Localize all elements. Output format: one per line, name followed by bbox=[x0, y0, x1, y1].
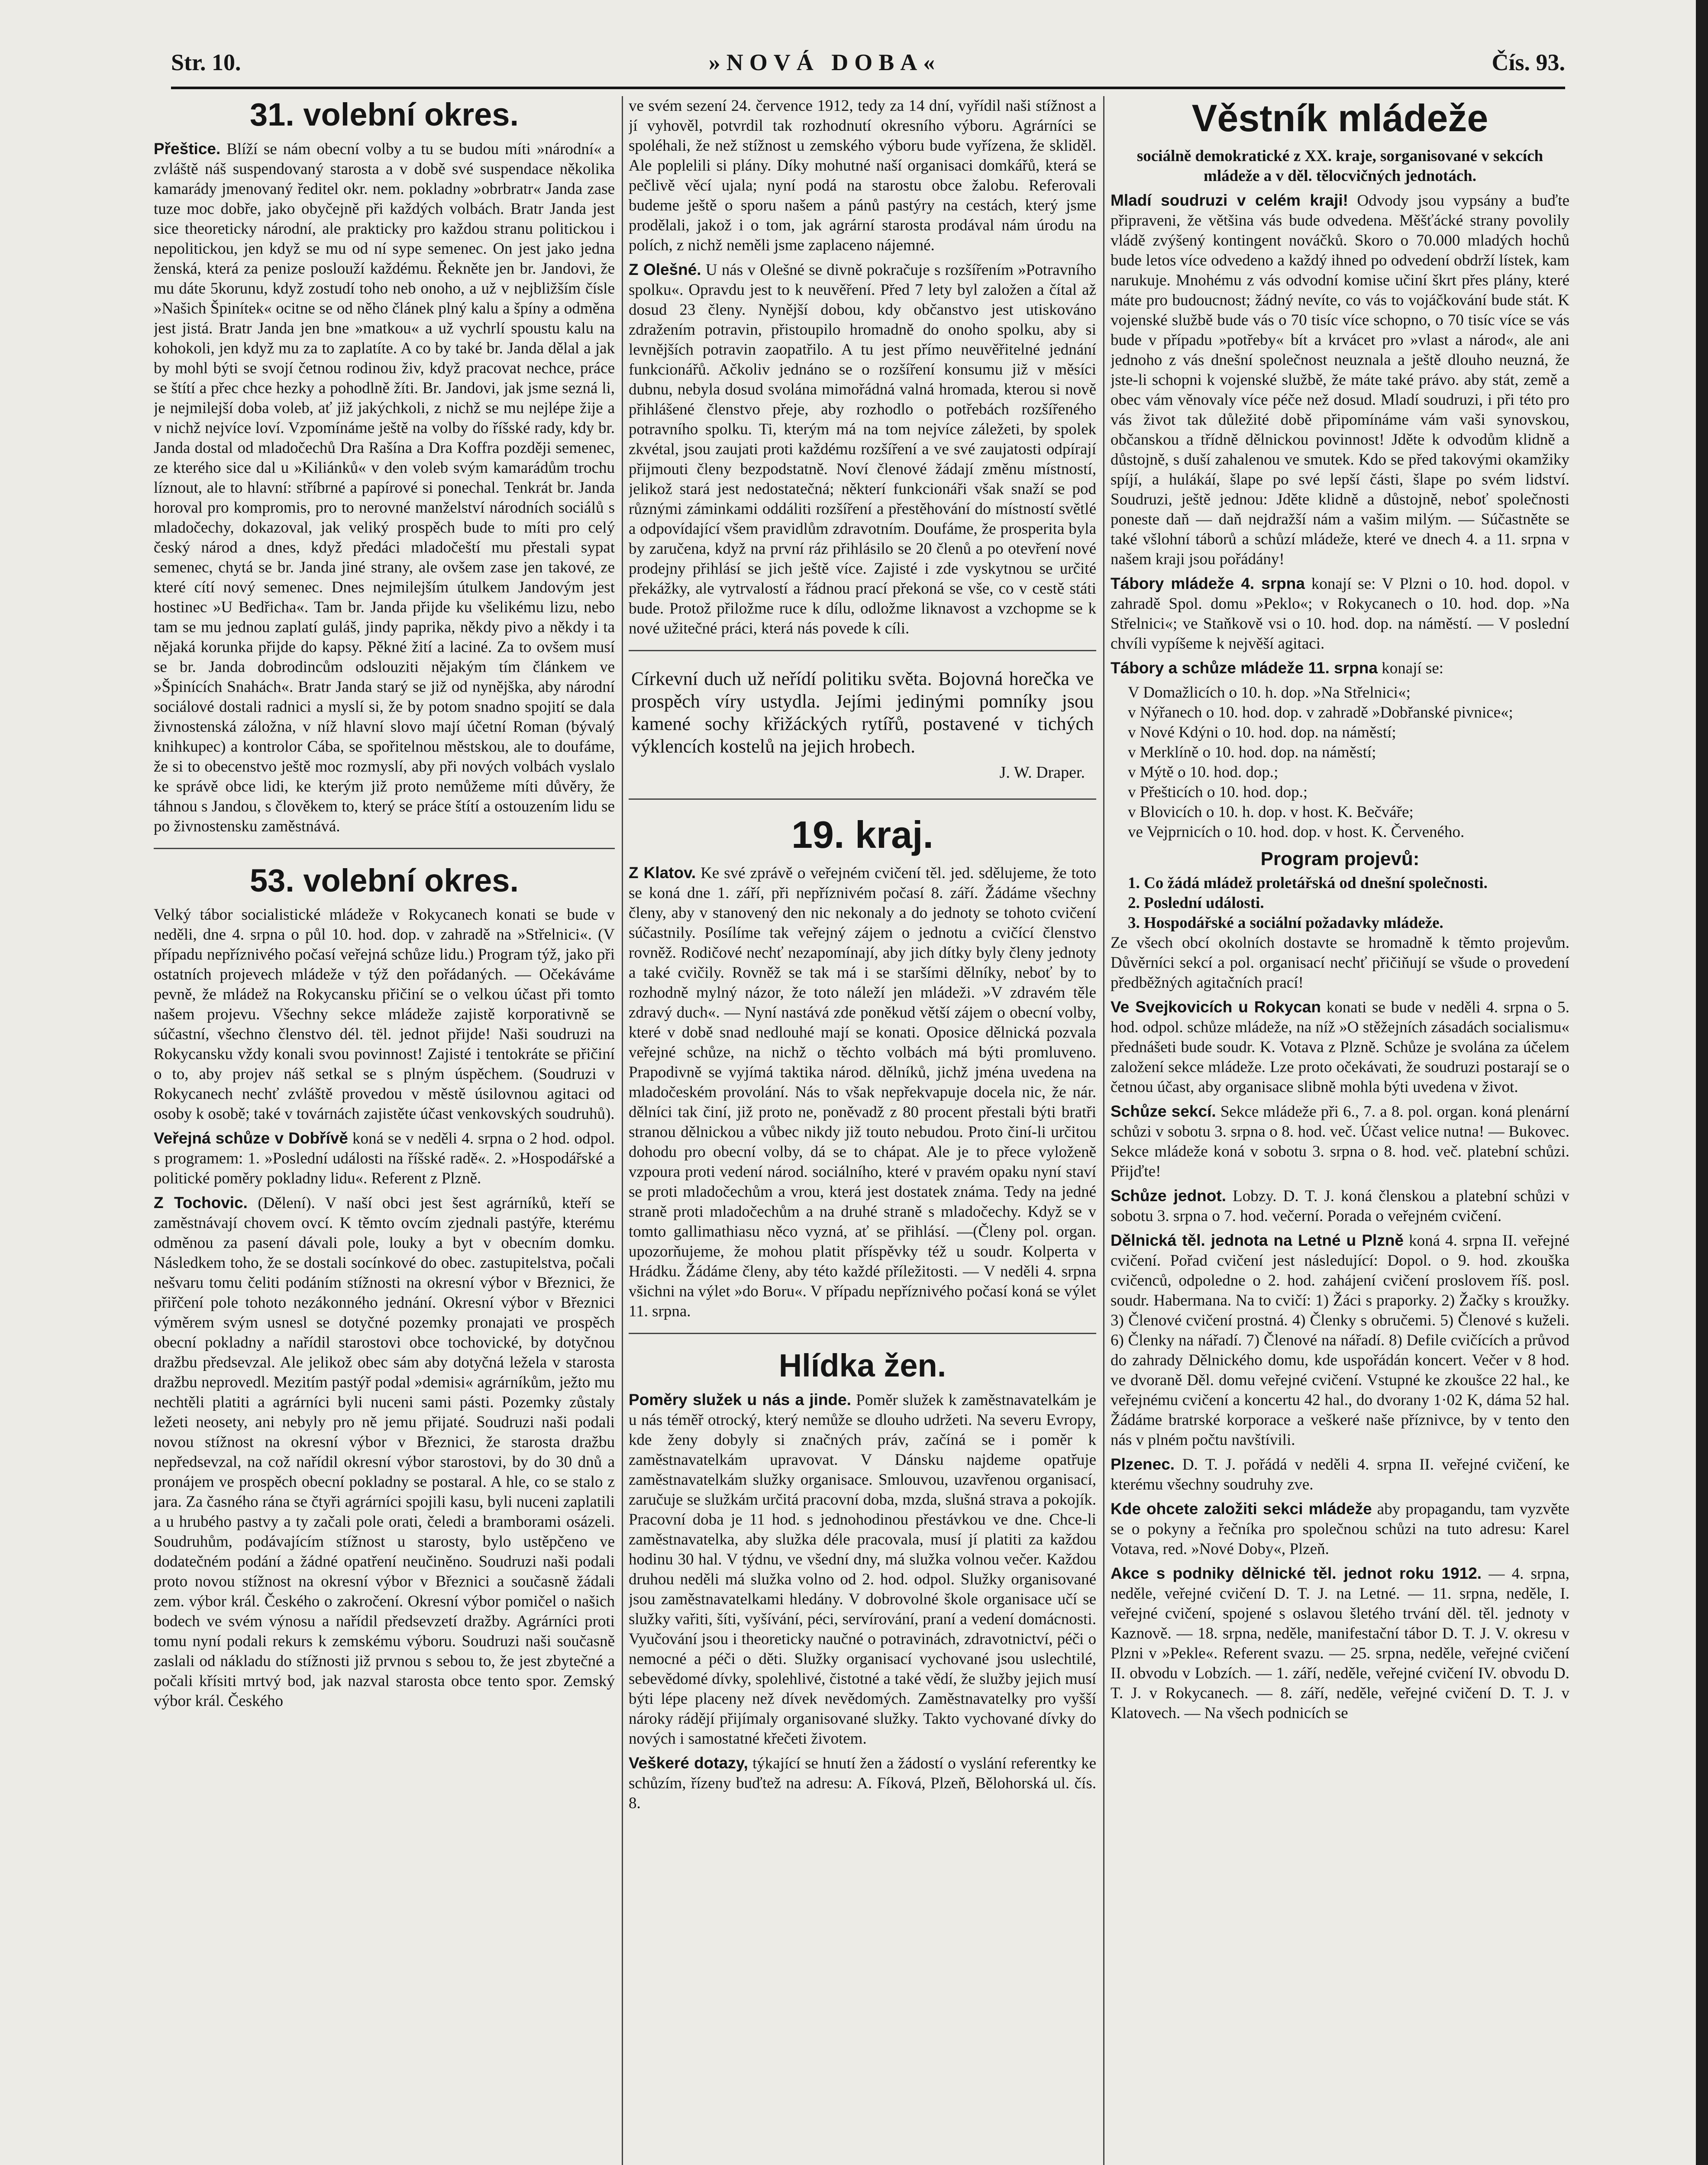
article-text: Sekce mládeže při 6., 7. a 8. pol. organ. koná plenární schůzi v sobotu 3. srpna o 8. hod. več. Účast velice nutna! — Bukovec. Sekce mládeže koná v sobotu 3. srpna o 8. hod. več. platební schůzi. Přijďte! bbox=[1111, 1103, 1569, 1180]
article-paragraph bbox=[1111, 1231, 1569, 1450]
article-paragraph bbox=[1111, 1499, 1569, 1559]
list-item: v Nýřanech o 10. hod. dop. v zahradě »Dobřanské pivnice«; bbox=[1128, 704, 1513, 721]
article-paragraph bbox=[154, 1193, 615, 1711]
article-text: konají se: V Plzni o 10. hod. dopol. v zahradě Spol. domu »Peklo«; v Rokycanech o 10. hod. dop. »Na Střelnici«; ve Staňkově vsi o 10. hod. dop. na náměstí. — V poslední chvíli vypíšeme k nejvěší agitaci. bbox=[1111, 575, 1569, 653]
article-paragraph bbox=[154, 139, 615, 837]
article-lead: Mladí soudruzi v celém kraji! bbox=[1111, 191, 1348, 209]
program-item: 3. Hospodářské a sociální požadavky mládeže. bbox=[1128, 914, 1443, 932]
column-divider bbox=[1103, 96, 1104, 2165]
page-number: Str. 10. bbox=[171, 49, 241, 75]
article-text: Blíží se nám obecní volby a tu se budou míti »národní« a zvláště náš suspendovaný starosta a v době své suspendace několika kamarády jmenovaný ředitel okr. nem. pokladny »obrbratr« Janda zase tuze moc dobře, jako obyčejně při každých volbách. Bratr Janda jest sice theoreticky národní, ale prakticky pro každou stranu politickou i nepolitickou, jen když se mu od ní sype semenec. On jest jako jedna ženská, která za penize poslouží každému. Řekněte jen br. Jandovi, že mu dáte 5korunu, když zostudí toho neb onoho, a už v nejbližším čísle »Našich Špinítek« ocitne se od něho článek plný kalu a špíny a odměna jest jistá. Bratr Janda jen bne »matkou« a už vychrlí spoustu kalu na kohokoli, jen když mu za to zaplatíte. A co by také br. Janda dělal a jak by mohl býti se svojí četnou rodinou živ, když pracovat nechce, práce se štítí a přec chce hezky a pohodlně žíti. Br. Jandovi, jak jsme sezná li, je nejmilejší doba voleb, ať již jakýchkoli, z nichž se mu nejlépe žije a v nichž nejvíce loví. Vzpomínáme ještě na volby do říšské rady, kdy br. Janda dostal od mladočechů Dra Rašína a Dra Koffra později semenec, ze kterého sice dal u »Kiliánků« v den voleb svým kamarádům trochu líznout, ale to hlavní: stříbrné a papírové si ponechal. Tenkrát br. Janda horoval pro kompromis, pro to nerovné manželství národních sociálů s mladočechy, dokazoval, jak veliký prospěch bude to míti pro celý český národ a dnes, když předáci mladočeští mu přestali sypat semenec, chytá se br. Janda jiné strany, ale ovšem zase jen takové, ze které cítí nový semenec. Dnes nejmilejším útulkem Jandovým jest hostinec »U Bedřicha«. Tam br. Janda přijde ku všelikému lizu, nebo tam se mu jednou zaplatí guláš, jindy paprika, někdy pivo a někdy i ta nějaká korunka přijde do kapsy. Pěkné žití a laciné. Za to ovšem musí se br. Janda dobrodincům odslouziti nějakým tím článkem ve »Špinících Snahách«. Bratr Janda starý se již od nynějška, aby národní sociálové dostali radnici a myslí si, že by potom snadno spojití se dala živnostenská záložna, v níž hlavní slovo mají účetní Roman (bývalý knihkupec) a kontrolor Cába, se spořitelnou městskou, ale to doufáme, že si to obecenstvo ještě moc rozmyslí, aby při nových volbách vyslalo ke správě obce lidi, ke kterým již proto nemůžeme míti důvěry, že táhnou s Jandou, s člověkem to, který se práce štítí a ostouzením lidu se po živnostensku zaměstnává. bbox=[154, 140, 615, 835]
article-paragraph: Ze všech obcí okolních dostavte se hromadně k těmto projevům. Důvěrníci sekcí a pol. organisací nechť přičiňují se všude o provedení předběžných agitačních prací! bbox=[1111, 934, 1569, 992]
article-paragraph bbox=[629, 1390, 1096, 1749]
section-title: 53. volební okres. bbox=[249, 863, 519, 898]
article-text: Lobzy. D. T. J. koná členskou a platební schůzi v sobotu 3. srpna o 7. hod. večerní. Porada o veřejném cvičení. bbox=[1111, 1187, 1569, 1225]
article-paragraph bbox=[1111, 191, 1569, 569]
article-text: konají se: bbox=[1382, 659, 1444, 677]
article-text: Odvody jsou vypsány a buďte připraveni, že většina vás bude odvedena. Měšťácké strany povolily vládě zvýšený kontingent nováčků. Skoro o 70.000 mladých hochů bude letos více odvedeno a každý ihned po odvedení obdrží lístek, kam narukuje. Mnohému z vás odvodní komise učiní škrt přes plány, které máte pro budoucnost; žádný nevíte, co vás to vojáčkování bude stát. K vojenské službě bude vás o 70 tisíc více schopno, o 70 tisíc více se vás bude v případu »potřeby« bít a krvácet pro »vlast a národ«, ale ani jednoho z vás dnešní společnost neuznala a ještě dlouho neuzná, že jste-li schopni k vojenské službě, že máte také právo. aby stát, země a obec vám věnovaly více péče než dosud. Mladí soudruzi, i při této pro vás život tak důležité době připomínáme vám vaši synovskou, občanskou a třídně dělnickou povinnost! Jděte k odvodům klidně a důstojně, s duší zahalenou ve smutek. Kdo se před takovými okamžiky spíjí, a hulákáí, šlape po své lepší části, šlape po svém lidství. Soudruzi, ještě jednou: Jděte klidně a důstojně, neboť společnosti poneste daň — daň nejdražší nám a vašim milým. — Súčastněte se také všlohní táborů a schůzí mládeže, které ve dnech 4. a 11. srpna v našem kraji jsou pořádány! bbox=[1111, 192, 1569, 568]
article-lead: Kde ohcete založiti sekci mládeže bbox=[1111, 1500, 1372, 1518]
article-paragraph bbox=[1111, 1186, 1569, 1226]
article-lead: Plzenec. bbox=[1111, 1455, 1175, 1473]
newspaper-title: »NOVÁ DOBA« bbox=[708, 49, 941, 75]
column-2 bbox=[629, 96, 1096, 2165]
section-rule bbox=[629, 650, 1096, 651]
section-rule bbox=[629, 798, 1096, 800]
program-title: Program projevů: bbox=[1260, 848, 1420, 869]
program-item: 1. Co žádá mládež proletářská od dnešní společnosti. bbox=[1128, 874, 1488, 892]
section-subtitle: sociálně demokratické z XX. kraje, sorganisované v sekcích mládeže a v děl. tělocvičných jednotách. bbox=[1137, 147, 1543, 185]
article-lead: Poměry služek u nás a jinde. bbox=[629, 1391, 851, 1409]
column-3 bbox=[1111, 96, 1569, 2165]
article-text: — 4. srpna, neděle, veřejné cvičení D. T. J. na Letné. — 11. srpna, neděle, I. veřejné cvičení, spojené s oslavou šletého trvání děl. těl. jednoty v Kaznově. — 18. srpna, neděle, manifestační tábor D. T. J. V. okresu v Plzni v »Pekle«. Referent svazu. — 25. srpna, neděle, veřejné cvičení II. obvodu v Lobzích. — 1. září, neděle, veřejné cvičení IV. obvodu D. T. J. v Rokycanech. — 8. září, neděle, veřejné cvičení D. T. J. v Klatovech. — Na všech podnicích se bbox=[1111, 1565, 1569, 1722]
article-lead: Schůze jednot. bbox=[1111, 1187, 1226, 1205]
article-text: (Dělení). V naší obci jest šest agrárníků, kteří se zaměstnávají chovem ovcí. K těmto ovcím zjednali pastýře, kterému odměnou za pasení dávali pole, louky a byt v obecním domku. Následkem toho, že se dostali socínkové do obec. zastupitelstva, počali nešvaru tomu čeliti podáním stížnosti na okresní výbor v Březnici, že přiřčení pole tohoto nezákonného jednání. Okresní výbor v Březnici výměrem svým usnesl se dotyčné pozemky pronajati ve prospěch obecní pokladny a nařídil starostovi obce tochovické, by dotyčnou dražbu předsevzal. Ale jelikož obec sám aby dotyčná ležela v starosta dražbu neprovedl. Mezitím pastýř podal »demisi« agrárníkům, ježto mu nechtěli platiti a agrárníci byli nuceni sami pásti. Pozemky zůstaly ležeti neosety, ani nebyly pro ně jemu přijaté. Soudruzi naši podali novou stížnost na okresní výbor v Březnici, že starosta dražbu nepředsevzal, na což nařídil okresní výbor starostovi, by do 30 dnů a pronájem ve prospěch obecní pokladny se postaral. A hle, co se stalo z jara. Za časného rána se čtyři agrárníci spojili kasu, byli nuceni zaplatili a u hrubého pastvy a ty začali pole orati, čeledi a bramborami osázeli. Soudruhům, podávajícím stížnost u starosty, bylo ustěpčeno ve dodatečném podání a žádné opatření neučiněno. Soudruzi naši podali proto novou stížnost na okresní výbor v Březnici a současně žádali zem. výbor král. Českého o zakročení. Okresní výbor pomičel o našich bodech ve svém výnosu a nařídil předsevzetí dražby. Agrárníci proti tomu nyní podali rekurs k zemskému výboru. Soudruzi naši současně zaslali od nákladu do stížnosti již prvnou s sebou to, že jest zbytečné a počali křísiti mrtvý bod, jak nazval starosta obce tento spor. Zemský výbor král. Českého bbox=[154, 1194, 615, 1710]
article-lead: Přeštice. bbox=[154, 140, 221, 158]
article-text: Ke své zprávě o veřejném cvičení těl. jed. sdělujeme, že toto se koná dne 1. září, při nepříznivém počasí 8. září. Žádáme všechny členy, aby v stanovený den nic nekonaly a do jednoty se tohoto cvičení súčastnily. Posílíme tak veřejný zájem o jednotu a cvičící členstvo rovněž. Rodičové nechť nezapomínají, aby jich dítky byly členy jednoty a také cvičily. Rovněž se tak má i se staršími dělníky, neboť by to rozhodně mylný názor, že toto náleží jen mládeži. »V zdravém těle zdravý duch«. — Nyní nastává zde poněkud větší zájem o obecní volby, které v době snad nedlouhé mají se konati. Oposice dělnická pozvala veřejné schůze, na nichž o těchto volbách má býti promluveno. Prapodivně se vyjímá taktika národ. dělníků, jichž jména uvedena na mladočeském provolání. Nás to však nepřekvapuje docela nic, že nár. dělníci tak činí, již proto ne, poněvadž z 80 procent přestali býti bratři stranou dělnickou a vůbec nikdy již touto nebudou. Proto činí-li určitou dohodu pro obecní volby, dá se to chápat. Ale je to přece vyloženě vzpoura proti vedení národ. sociálního, které v pravém opaku nyní staví se proti mladočechům a vrou, která jest dostatek známa. Tedy na jedné straně proti mladočechům a na druhé straně s mladočechy. Když se v tomto gallimathiasu něco vyzná, ať se přihlásí. —(Členy pol. organ. upozorňujeme, že mohou platit příspěvky též u soudr. Kolperta v Hrádku. Žádáme členy, aby této každé příležitosti. — V neděli 4. srpna všichni na výlet »do Boru«. V případu nepříznivého počasí koná se výlet 11. srpna. bbox=[629, 864, 1096, 1320]
article-text: Poměr služek k zaměstnavatelkám je u nás téměř otrocký, který nemůže se dlouho udržeti. Na severu Evropy, kde ženy dobyly si značných práv, začíná se i poměr k zaměstnavatelkám upravovat. V Dánsku najdeme opatřuje zaměstnavatelkám služky organisace. Smlouvou, uzavřenou organisací, zaručuje se služkám určitá pracovní doba, mzda, slušná strava a pokojík. Pracovní doba je 11 hod. s jednohodinou přestávkou ve dne. Chce-li zaměstnavatelka, aby služka déle pracovala, musí jí platiti za každou hodinu 30 hal. V týdnu, ve všední dny, má služka volnou večer. Každou druhou neděli má služka volno od 2. hod. odpol. Služky organisované jsou zaměstnavatelkami hledány. V dobrovolné škole organisace učí se služky vařiti, šíti, vyšívání, péci, servírování, praní a vedení domácnosti. Vyučování jsou i theoreticky naučné o potravinách, zdravotnictví, péči o nemocné a péči o děti. Služky organisací vychované jsou uslechtilé, sebevědomé dívky, spolehlivé, čistotné a také vědí, že služby jejich musí býti lépe placeny než dívek nevědomých. Zaměstnavatelky pro vyšší nároky rádějí přijímaly organisované služky. Takto vychované dívky do nových i samostatné křečeti životem. bbox=[629, 1391, 1096, 1748]
article-lead: Z Olešné. bbox=[629, 261, 701, 278]
list-item: v Merklíně o 10. hod. dop. na náměstí; bbox=[1128, 743, 1376, 761]
article-paragraph bbox=[154, 1128, 615, 1189]
column-1 bbox=[154, 96, 615, 2165]
section-rule bbox=[154, 848, 615, 849]
article-lead: Veřejná schůze v Dobřívě bbox=[154, 1129, 348, 1147]
article-lead: Ve Svejkovicích u Rokycan bbox=[1111, 998, 1321, 1016]
section-title: Věstník mládeže bbox=[1191, 97, 1488, 139]
column-divider bbox=[622, 96, 623, 2165]
list-item: v Nové Kdýni o 10. hod. dop. na náměstí; bbox=[1128, 724, 1396, 741]
article-paragraph bbox=[1111, 1102, 1569, 1182]
article-lead: Dělnická těl. jednota na Letné u Plzně bbox=[1111, 1231, 1404, 1249]
article-paragraph bbox=[629, 1753, 1096, 1813]
list-item: V Domažlicích o 10. h. dop. »Na Střelnici«; bbox=[1128, 684, 1411, 701]
list-item: v Přešticích o 10. hod. dop.; bbox=[1128, 783, 1308, 801]
program-item: 2. Poslední události. bbox=[1128, 894, 1264, 912]
article-paragraph: Velký tábor socialistické mládeže v Rokycanech konati se bude v neděli, dne 4. srpna o půl 10. hod. dop. v zahradě na »Střelnici«. (V případu nepříznivého počasí veřejná schůze lidu.) Program týž, jako při ostatních projevech mládeže v týž den pořádaných. — Očekáváme pevně, že mládež na Rokycansku přičiní se o velkou účast při tomto našem projevu. Všechny sekce mládeže zajistě korporativně se súčastní, všechno členstvo dél. tël. jednot přijde! Naši soudruzi na Rokycansku vždy konali svou povinnost! Zajisté i tentokráte se přičiní o to, aby projev náš setkal se s plným úspěchem. (Soudruzi v Rokycanech nechť zvláště provedou v městě úsilovnou agitaci od osoby k osobě; také v továrnách zajistěte účast venkovských soudruhů). bbox=[154, 906, 615, 1123]
quote-text: Církevní duch už neřídí politiku světa. Bojovná horečka ve prospěch víry ustydla. Jejími jedinými pomníky jsou kamené sochy křižáckých rytířů, postavené v tichých výklencích kostelů na jejich hrobech. bbox=[631, 668, 1094, 757]
article-lead: Tábory mládeže 4. srpna bbox=[1111, 575, 1305, 592]
article-paragraph: ve svém sezení 24. července 1912, tedy za 14 dní, vyřídil naši stížnost a jí vyhověl, potvrdil tak rozhodnutí okresního výboru. Agrárníci se spoléhali, že než stížnost u zemského výboru bude vyřízena, že skliděl. Ale poplelili si plány. Díky mohutné naší organisaci domkářů, která se pečlivě věcí ujala; nyní podá na starostu obce žalobu. Referovali budeme ještě o sporu našem a pánů pastýry na cestách, který jsme prodělali, jakož i o tom, jak agrární starosta prodával nám úrodu na polích, z nichž neměli jsme zaplaceno nájemné. bbox=[629, 97, 1096, 254]
binding-edge bbox=[1696, 0, 1708, 2165]
article-text: D. T. J. pořádá v neděli 4. srpna II. veřejné cvičení, ke kterému všechny soudruhy zve. bbox=[1111, 1456, 1569, 1493]
article-lead: Schůze sekcí. bbox=[1111, 1102, 1216, 1120]
quote-box bbox=[629, 664, 1096, 787]
article-paragraph bbox=[1111, 1564, 1569, 1723]
article-lead: Tábory a schůze mládeže 11. srpna bbox=[1111, 659, 1378, 677]
article-lead: Akce s podniky dělnické těl. jednot roku 1912. bbox=[1111, 1564, 1482, 1582]
section-title: 19. kraj. bbox=[791, 813, 933, 856]
list-item: v Blovicích o 10. h. dop. v host. K. Bečváře; bbox=[1128, 803, 1414, 821]
article-paragraph bbox=[1111, 997, 1569, 1097]
section-title: 31. volební okres. bbox=[249, 97, 519, 132]
article-text: týkající se hnutí žen a žádostí o vyslání referentky ke schůzím, řízeny buďtež na adresu: A. Fíková, Plzeň, Bělohorská ul. čís. 8. bbox=[629, 1755, 1096, 1812]
article-lead: Z Tochovic. bbox=[154, 1194, 248, 1212]
article-paragraph bbox=[1111, 1454, 1569, 1495]
article-paragraph bbox=[629, 260, 1096, 639]
article-paragraph bbox=[1111, 658, 1569, 679]
article-text: koná se v neděli 4. srpna o 2 hod. odpol. s programem: 1. »Poslední události na říšské radě«. 2. »Hospodářské a politické poměry pokladny lidu«. Referent z Plzně. bbox=[154, 1130, 615, 1187]
section-rule bbox=[629, 1333, 1096, 1334]
list-item: ve Vejprnicích o 10. hod. dop. v host. K. Červeného. bbox=[1128, 823, 1465, 841]
article-text: U nás v Olešné se divně pokračuje s rozšířením »Potravního spolku«. Opravdu jest to k neuvěření. Před 7 lety byl založen a čítal až dosud 23 členy. Nynější dobou, kdy občanstvo jest utiskováno zdražením potravin, přistoupilo hromadně do onoho spolku, aby si levnějších potravin zaopatřilo. A tu jest přímo neuvěřitelné jednání funkcionářů. Ačkoliv jednáno se o rozšíření konsumu již v měsíci dubnu, nebyla dosud svolána mimořádná valná hromada, kterou si nově přihlášené členstvo přeje, aby rozhodlo o potřebách rozšířeného potravního spolku. Ti, kterým má na tom nejvíce záležeti, by spolek zkvétal, jsou zaujati proti každému rozšíření a ve své zaujatosti odpírají přijmouti členy bezpodstatně. Noví členové žádají změnu místností, jelikož stará jest nedostatečná; některí funkcionáři však snaží se pod různými záminkami oddáliti rozšíření a přestěhování do místností světlé a odpovídající všem pravidlům zdravotním. Doufáme, že prosperita byla by zaručena, když na první ráz přihlásilo se 20 členů a po otevření nové prodejny přihlásí se jich ještě více. Zajisté i zde vyskytnou se určité překážky, ale vytrvalostí a řádnou prací překoná se vše, co v cestě státi bude. Protož přiložme ruce k dílu, odložme liknavost a vzchopme se k nové užitečné práci, která nás povede k cíli. bbox=[629, 261, 1096, 637]
header-rule bbox=[171, 87, 1565, 89]
issue-number: Čís. 93. bbox=[1492, 49, 1565, 75]
quote-author: J. W. Draper. bbox=[999, 763, 1085, 782]
article-text: aby propagandu, tam vyzvěte se o pokyny a řečníka pro společnou schůzi na tuto adresu: Karel Votava, red. »Nové Doby«, Plzeň. bbox=[1111, 1500, 1569, 1558]
article-lead: Veškeré dotazy, bbox=[629, 1754, 748, 1772]
article-paragraph bbox=[1111, 574, 1569, 654]
article-text: koná 4. srpna II. veřejné cvičení. Pořad cvičení jest následující: Dopol. o 9. hod. zkouška cvičenců, odpoledne o 2. hod. zahájení cvičení proslovem říš. posl. soudr. Habermana. Na to cvičí: 1) Žáci s praporky. 2) Žačky s kroužky. 3) Členové cvičení prostná. 4) Členky s obručemi. 5) Členové s kuželi. 6) Členky na nářadí. 7) Členové na nářadí. 8) Defile cvičících a průvod do zahrady Dělnického domu, kde uspořádán koncert. Večer v 8 hod. ve dvoraně Děl. domu veřejné cvičení. Vstupné ke zkoušce 22 hal., ke veřejnému cvičení a koncertu 42 hal., do dvorany 1·02 K, dáma 52 hal. Žádáme bratrské korporace a veškeré naše příznivce, by v tento den nás v plném počtu navštívili. bbox=[1111, 1232, 1569, 1449]
page-header bbox=[171, 45, 1565, 84]
article-lead: Z Klatov. bbox=[629, 864, 696, 882]
article-text: konati se bude v neděli 4. srpna o 5. hod. odpol. schůze mládeže, na níž »O stěžejních zásadách socialismu« přednášeti bude soudr. K. Votava z Plzně. Schůze je svolána za účelem založení sekce mládeže. Lze proto očekávati, že soudruzi postarají se o četnou účast, aby organisace slibně mohla býti uvedena v život. bbox=[1111, 998, 1569, 1096]
section-title: Hlídka žen. bbox=[778, 1347, 946, 1383]
list-item: v Mýtě o 10. hod. dop.; bbox=[1128, 763, 1279, 781]
article-paragraph bbox=[629, 863, 1096, 1322]
